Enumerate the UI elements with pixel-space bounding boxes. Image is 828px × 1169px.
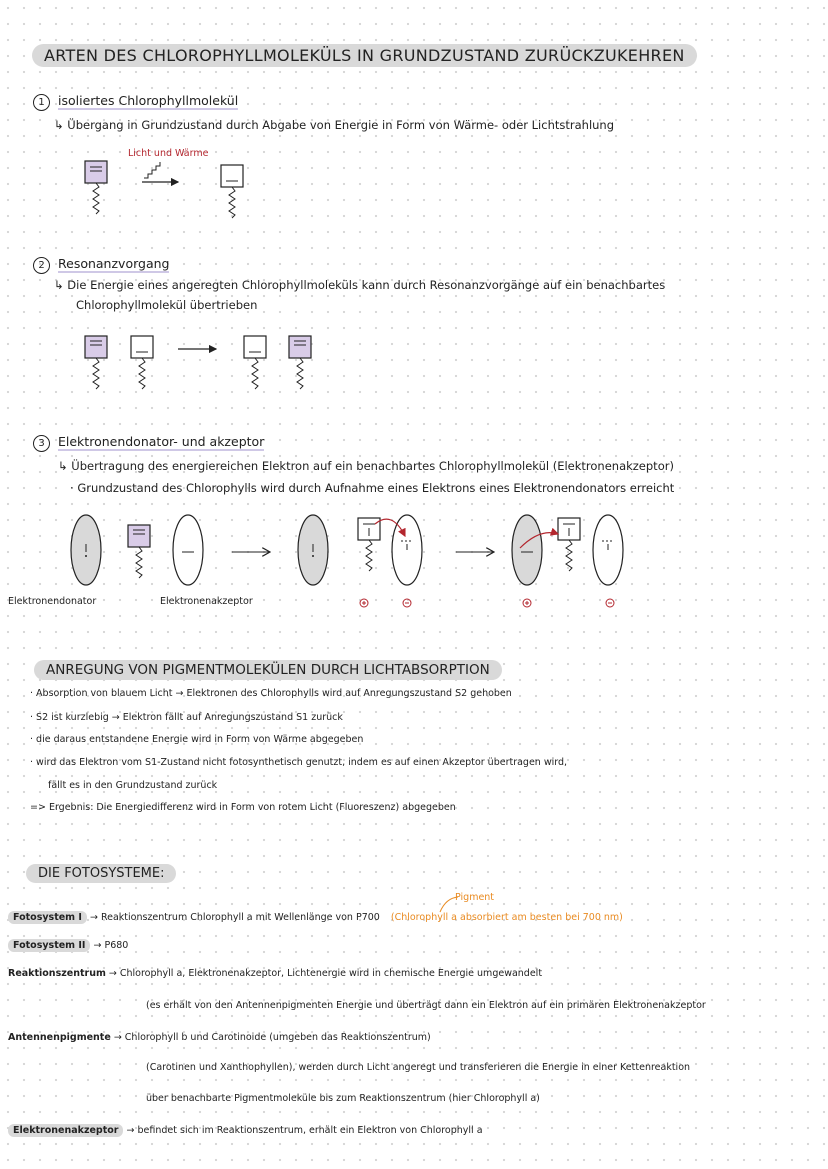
bullet-4: · wird das Elektron vom S1-Zustand nicht fotosynthetisch genutzt, indem es auf einen Akzeptor übertragen wird, (30, 757, 568, 768)
ps1-note: (Chlorophyll a absorbiert am besten bei 700 nm) (390, 912, 623, 923)
s2-molecule-4 (289, 336, 311, 389)
rz-line2: (es erhält von den Antennenpigmenten Energie und überträgt dann ein Elektron auf ein primären Elektronenakzeptor (146, 1000, 706, 1011)
section3-title: Elektronendonator- und akzeptor (58, 434, 265, 449)
s3-chlorophyll-excited (128, 525, 150, 578)
bullet-2-text: S2 ist kurzlebig → Elektron fällt auf Anregungszustand S1 zurück (36, 712, 343, 723)
section5-title: DIE FOTOSYSTEME: (38, 866, 165, 881)
section3-line2-value: Grundzustand des Chlorophylls wird durch Aufnahme eines Elektrons eines Elektronendonators erreicht (77, 481, 675, 495)
ap-term: Antennenpigmente (8, 1032, 111, 1043)
section2-title: Resonanzvorgang (58, 256, 170, 271)
label-acceptor: Elektronenakzeptor (160, 596, 253, 607)
label-donor: Elektronendonator (8, 596, 97, 607)
bullet-2: · S2 ist kurzlebig → Elektron fällt auf Anregungszustand S1 zurück (30, 712, 343, 723)
licht-waerme-label: Licht und Wärme (128, 148, 209, 159)
ap-def: → Chlorophyll b und Carotinoide (umgeben das Reaktionszentrum) (113, 1032, 431, 1043)
ps1-term: Fotosystem I (8, 911, 87, 924)
ap-line3: über benachbarte Pigmentmoleküle bis zum Reaktionszentrum (hier Chlorophyll a) (146, 1093, 540, 1104)
plus-charge-1 (360, 599, 368, 607)
page-title-text: ARTEN DES CHLOROPHYLLMOLEKÜLS IN GRUNDZUSTAND ZURÜCKZUKEHREN (44, 46, 685, 65)
s2-molecule-3 (244, 336, 266, 389)
section2-number: 2 (33, 257, 50, 274)
ps1-def: → Reaktionszentrum Chlorophyll a mit Wellenlänge von P700 (89, 912, 380, 923)
section3-line1: ↳ Übertragung des energiereichen Elektron auf ein benachbartes Chlorophyllmolekül (Elektronenakzeptor) (58, 459, 674, 473)
bullet-4-text: wird das Elektron vom S1-Zustand nicht fotosynthetisch genutzt, indem es auf einen Akzeptor übertragen wird, (36, 757, 568, 768)
result-line: => Ergebnis: Die Energiedifferenz wird in Form von rotem Licht (Fluoreszenz) abgegeben (30, 802, 456, 813)
rz-def: → Chlorophyll a, Elektronenakzeptor, Lichtenergie wird in chemische Energie umgewandelt (108, 968, 543, 979)
s2-molecule-2 (131, 336, 153, 389)
pigment-note-bracket (440, 897, 458, 912)
ea-def: → befindet sich im Reaktionszentrum, erhält ein Elektron von Chlorophyll a (126, 1125, 483, 1136)
bullet-1: · Absorption von blauem Licht → Elektronen des Chlorophylls wird auf Anregungszustand S2 gehoben (30, 688, 512, 699)
section1-title: isoliertes Chlorophyllmolekül (58, 93, 239, 108)
section1-text-value: Übergang in Grundzustand durch Abgabe von Energie in Form von Wärme- oder Lichtstrahlung (67, 118, 615, 132)
bullet-3-text: die daraus entstandene Energie wird in Form von Wärme abgegeben (36, 734, 364, 745)
s1-ground-molecule (221, 165, 243, 218)
section3-number: 3 (33, 435, 50, 452)
s2-molecule-1 (85, 336, 107, 389)
donor-ellipse-2 (298, 515, 328, 585)
bullet-3: · die daraus entstandene Energie wird in Form von Wärme abgegeben (30, 734, 364, 745)
acceptor-ellipse-2 (392, 515, 422, 585)
section2-line2: Chlorophyllmolekül übertrieben (76, 298, 258, 312)
staircase-icon (142, 162, 178, 182)
bullet-1-text: Absorption von blauem Licht → Elektronen des Chlorophylls wird auf Anregungszustand S2 gehoben (36, 688, 512, 699)
s3-chlorophyll-middle (358, 518, 380, 571)
bullet-4-continuation: fällt es in den Grundzustand zurück (48, 780, 218, 791)
section1-text: ↳ Übergang in Grundzustand durch Abgabe von Energie in Form von Wärme- oder Lichtstrahlung (54, 118, 615, 132)
section1-number: 1 (33, 94, 50, 111)
acceptor-ellipse-3 (593, 515, 623, 585)
s3-chlorophyll-final (558, 518, 580, 571)
section2-line1-value: Die Energie eines angeregten Chlorophyllmoleküls kann durch Resonanzvorgänge auf ein benachbartes (67, 278, 666, 292)
section3-line2: · Grundzustand des Chlorophylls wird durch Aufnahme eines Elektrons eines Elektronendonators erreicht (70, 481, 675, 495)
ps2-term: Fotosystem II (8, 939, 90, 952)
pigment-note: Pigment (455, 892, 495, 903)
section3-line1-value: Übertragung des energiereichen Elektron auf ein benachbartes Chlorophyllmolekül (Elektronenakzeptor) (71, 459, 674, 473)
rz-term: Reaktionszentrum (8, 968, 106, 979)
donor-ellipse-3 (512, 515, 542, 585)
minus-charge-1 (403, 599, 411, 607)
minus-charge-2 (606, 599, 614, 607)
ap-line2: (Carotinen und Xanthophyllen), werden durch Licht angeregt und transferieren die Energie in einer Kettenreaktion (146, 1062, 691, 1073)
section2-line1: ↳ Die Energie eines angeregten Chlorophyllmoleküls kann durch Resonanzvorgänge auf ein benachbartes (54, 278, 666, 292)
ea-term: Elektronenakzeptor (8, 1124, 123, 1137)
acceptor-ellipse-1 (173, 515, 203, 585)
ps2-def: → P680 (93, 940, 129, 951)
section4-title: ANREGUNG VON PIGMENTMOLEKÜLEN DURCH LICHTABSORPTION (46, 662, 490, 678)
donor-ellipse-1 (71, 515, 101, 585)
plus-charge-2 (523, 599, 531, 607)
s1-excited-molecule (85, 161, 107, 214)
